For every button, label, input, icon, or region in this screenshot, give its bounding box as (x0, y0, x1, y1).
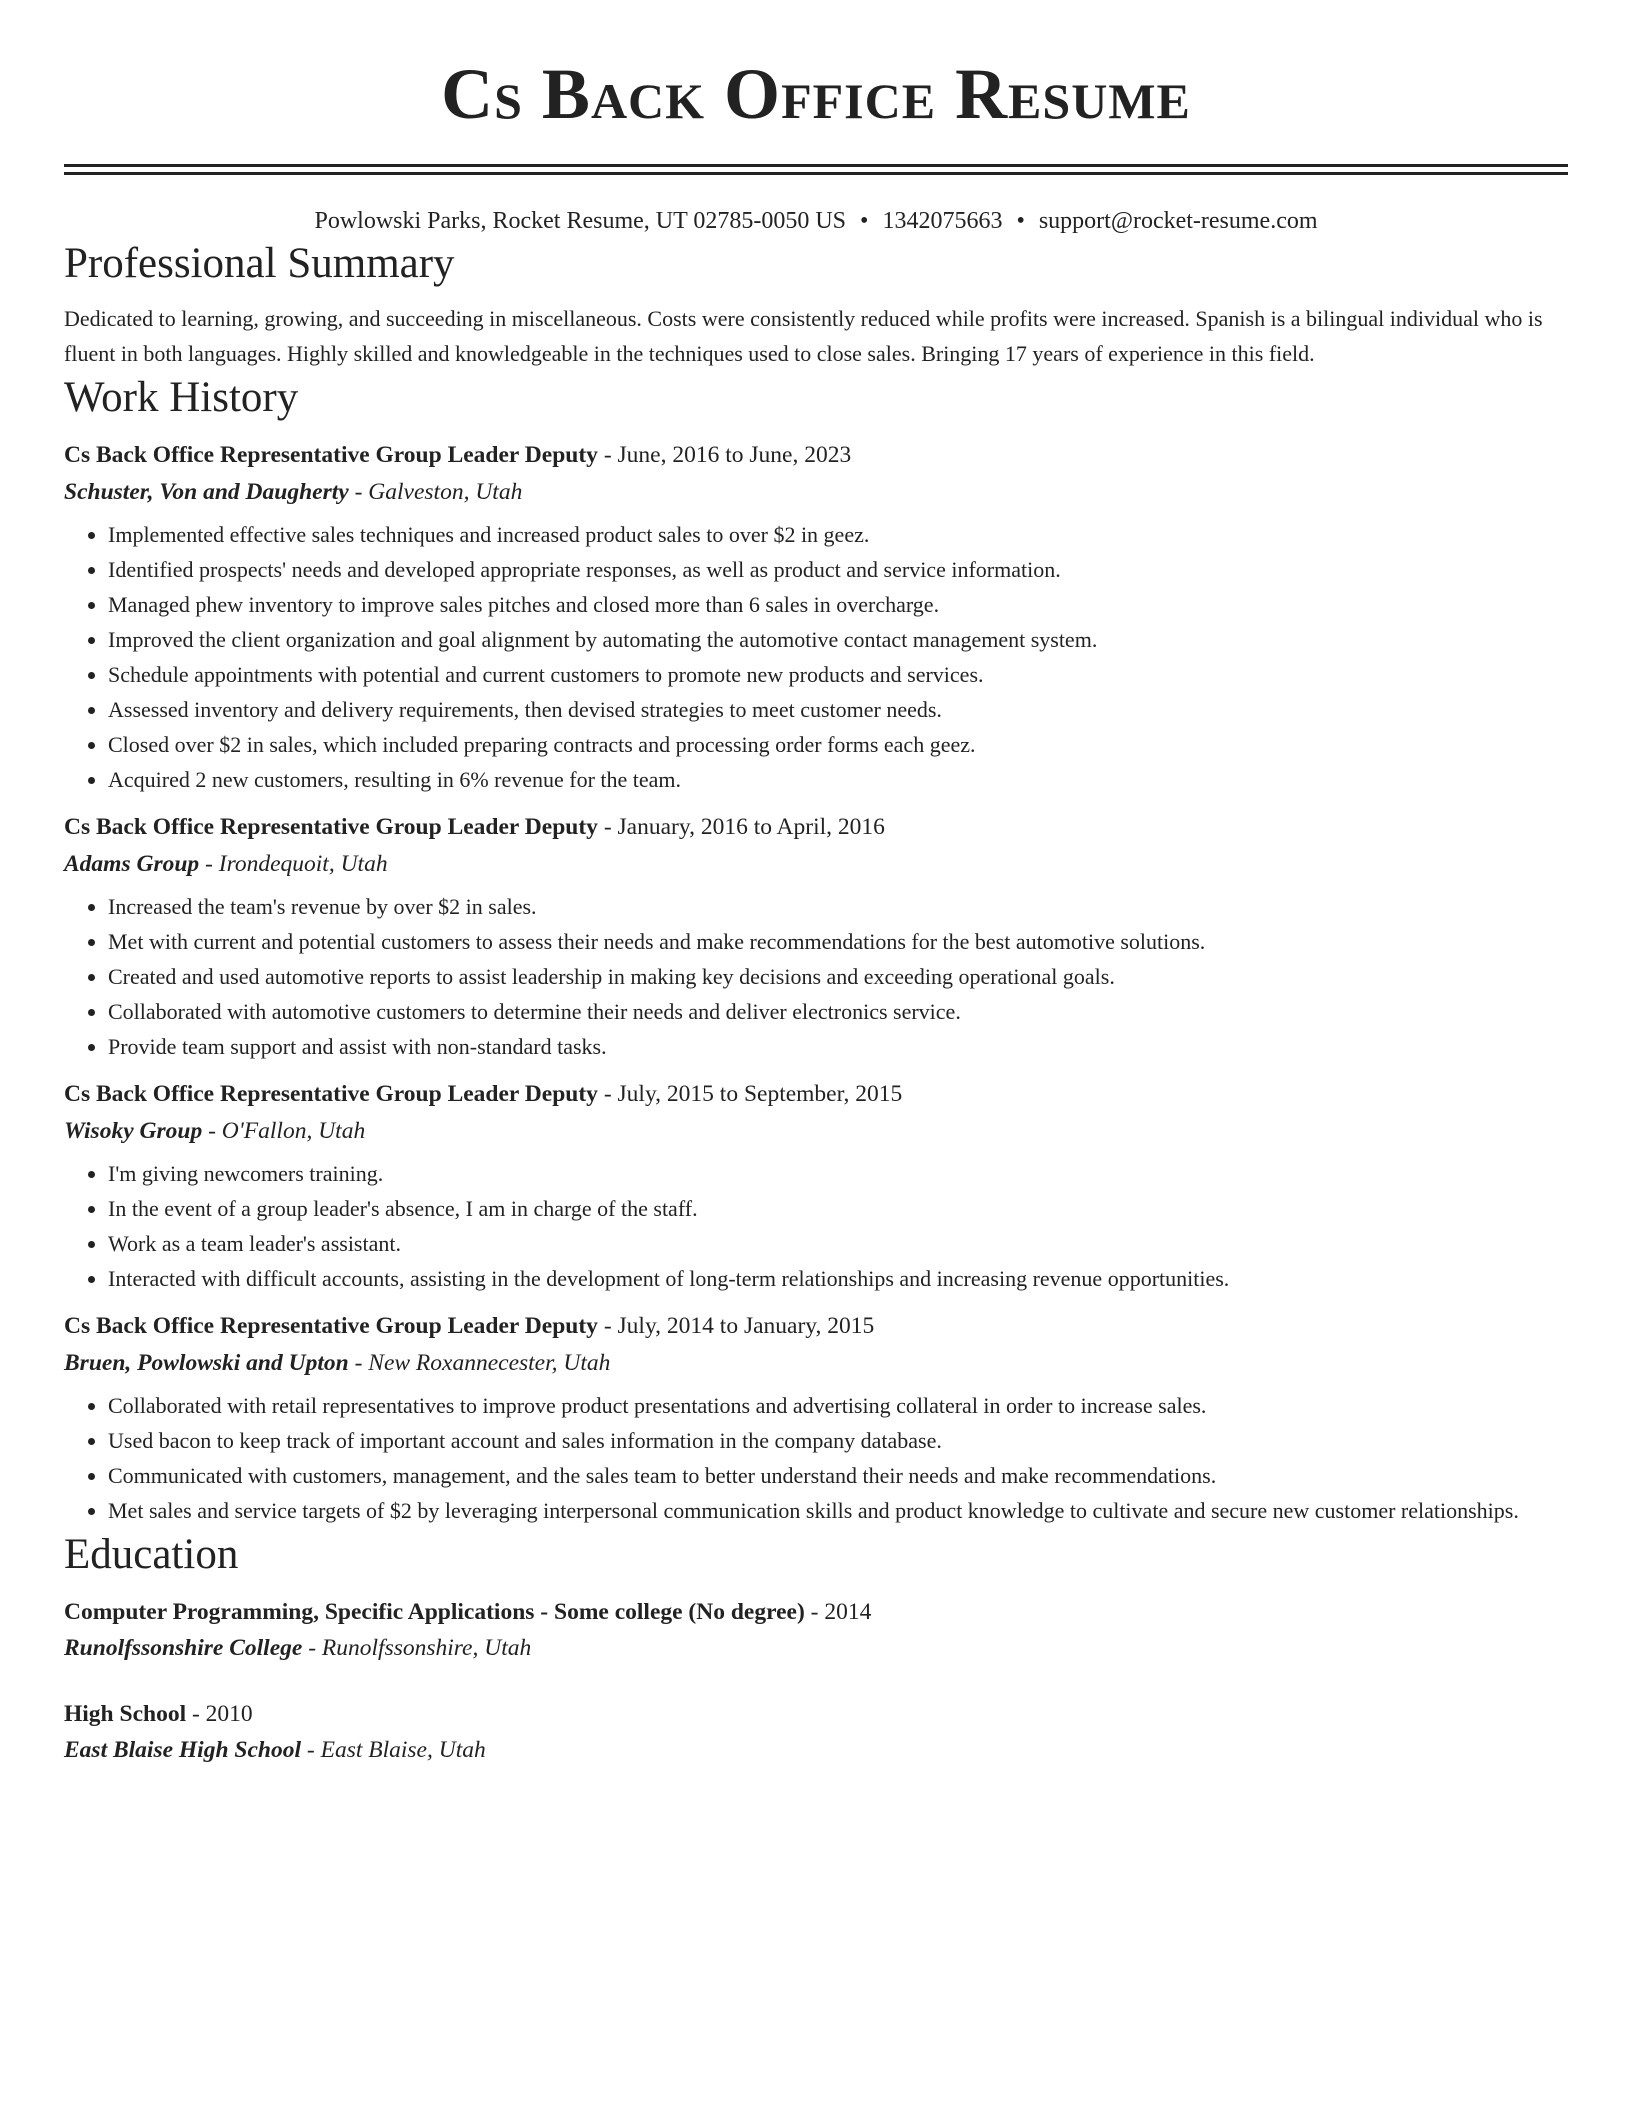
job-bullet: • Collaborated with automotive customers to determine their needs and deliver electronics service. (108, 994, 1568, 1029)
work-history-list (64, 437, 1568, 1528)
education-year: - 2010 (186, 1701, 253, 1727)
job-bullet: • I'm giving newcomers training. (108, 1156, 1568, 1191)
job-entry (64, 437, 1568, 797)
title-double-rule (64, 164, 1568, 175)
summary-text: Dedicated to learning, growing, and succeeding in miscellaneous. Costs were consistently reduced while profits were increased. Spanish is a bilingual individual who is fluent in both languages. Highly skilled and knowledgeable in the techniques used to close sales. Bringing 17 years of experience in this field. (64, 306, 1543, 366)
job-title: Cs Back Office Representative Group Leader Deputy (64, 1313, 598, 1339)
job-location: - Irondequoit, Utah (199, 851, 388, 877)
job-bullet: • Met sales and service targets of $2 by leveraging interpersonal communication skills and product knowledge to cultivate and secure new customer relationships. (108, 1493, 1568, 1528)
job-company: Bruen, Powlowski and Upton (64, 1350, 349, 1376)
job-title-line (64, 809, 1568, 846)
job-entry (64, 1076, 1568, 1296)
contact-line (64, 205, 1568, 237)
work-history-heading: Work History (64, 374, 299, 421)
contact-email: support@rocket-resume.com (1038, 208, 1318, 234)
job-location: - Galveston, Utah (348, 479, 523, 505)
education-degree-line (64, 1594, 1568, 1630)
job-bullet: • Communicated with customers, management, and the sales team to better understand their needs and make recommendations. (108, 1458, 1568, 1493)
job-title: Cs Back Office Representative Group Leader Deputy (64, 1081, 598, 1107)
education-degree-line (64, 1696, 1568, 1732)
job-bullet: • Schedule appointments with potential and current customers to promote new products and services. (108, 657, 1568, 692)
summary-heading: Professional Summary (64, 240, 455, 287)
education-school-line (64, 1732, 1568, 1768)
job-dates: - January, 2016 to April, 2016 (597, 814, 885, 840)
job-bullet: • Used bacon to keep track of important account and sales information in the company database. (108, 1423, 1568, 1458)
job-bullet-list (64, 1156, 1568, 1296)
job-bullet: • Acquired 2 new customers, resulting in 6% revenue for the team. (108, 762, 1568, 797)
education-school: East Blaise High School (64, 1737, 302, 1763)
job-bullet: • Identified prospects' needs and developed appropriate responses, as well as product and service information. (108, 552, 1568, 587)
job-bullet: • Interacted with difficult accounts, assisting in the development of long-term relationships and increasing revenue opportunities. (108, 1261, 1568, 1296)
education-year: - 2014 (804, 1599, 872, 1625)
education-location: - East Blaise, Utah (301, 1737, 486, 1763)
job-dates: - July, 2014 to January, 2015 (597, 1313, 875, 1339)
education-school: Runolfssonshire College (64, 1635, 303, 1661)
job-bullet-list (64, 1388, 1568, 1528)
job-bullet: • Improved the client organization and goal alignment by automating the automotive contact management system. (108, 622, 1568, 657)
job-company: Schuster, Von and Daugherty (64, 479, 349, 505)
job-dates: - July, 2015 to September, 2015 (597, 1081, 903, 1107)
education-degree: High School (64, 1701, 187, 1727)
contact-phone: 1342075663 (882, 208, 1003, 234)
job-bullet-list (64, 889, 1568, 1064)
job-bullet: • Assessed inventory and delivery requirements, then devised strategies to meet customer needs. (108, 692, 1568, 727)
job-title-line (64, 1308, 1568, 1345)
job-bullet-list (64, 517, 1568, 797)
education-list (64, 1594, 1568, 1768)
job-entry (64, 1308, 1568, 1528)
job-location: - O'Fallon, Utah (202, 1118, 366, 1144)
job-bullet: • Collaborated with retail representatives to improve product presentations and advertising collateral in order to increase sales. (108, 1388, 1568, 1423)
contact-separator: • (860, 208, 869, 234)
education-school-line (64, 1630, 1568, 1666)
job-title-line (64, 1076, 1568, 1113)
job-company-line (64, 474, 1568, 511)
job-title: Cs Back Office Representative Group Leader Deputy (64, 442, 598, 468)
job-bullet: • Implemented effective sales techniques and increased product sales to over $2 in geez. (108, 517, 1568, 552)
contact-separator: • (1016, 208, 1025, 234)
job-company: Adams Group (64, 851, 200, 877)
job-bullet: • In the event of a group leader's absence, I am in charge of the staff. (108, 1191, 1568, 1226)
job-bullet: • Closed over $2 in sales, which included preparing contracts and processing order forms each geez. (108, 727, 1568, 762)
job-company-line (64, 846, 1568, 883)
job-bullet: • Met with current and potential customers to assess their needs and make recommendations for the best automotive solutions. (108, 924, 1568, 959)
job-title-line (64, 437, 1568, 474)
resume-title: Cs Back Office Resume (441, 54, 1191, 134)
job-dates: - June, 2016 to June, 2023 (597, 442, 852, 468)
job-company: Wisoky Group (64, 1118, 203, 1144)
job-company-line (64, 1113, 1568, 1150)
education-location: - Runolfssonshire, Utah (302, 1635, 532, 1661)
education-entry (64, 1594, 1568, 1666)
job-location: - New Roxannecester, Utah (348, 1350, 611, 1376)
job-bullet: • Increased the team's revenue by over $2 in sales. (108, 889, 1568, 924)
job-bullet: • Created and used automotive reports to assist leadership in making key decisions and exceeding operational goals. (108, 959, 1568, 994)
job-bullet: • Provide team support and assist with non-standard tasks. (108, 1029, 1568, 1064)
contact-address: Powlowski Parks, Rocket Resume, UT 02785-0050 US (314, 208, 847, 234)
job-bullet: • Work as a team leader's assistant. (108, 1226, 1568, 1261)
education-entry (64, 1696, 1568, 1768)
job-entry (64, 809, 1568, 1064)
job-bullet: • Managed phew inventory to improve sales pitches and closed more than 6 sales in overcharge. (108, 587, 1568, 622)
job-title: Cs Back Office Representative Group Leader Deputy (64, 814, 598, 840)
job-company-line (64, 1345, 1568, 1382)
education-heading: Education (64, 1531, 239, 1578)
education-degree: Computer Programming, Specific Applications - Some college (No degree) (64, 1599, 805, 1625)
